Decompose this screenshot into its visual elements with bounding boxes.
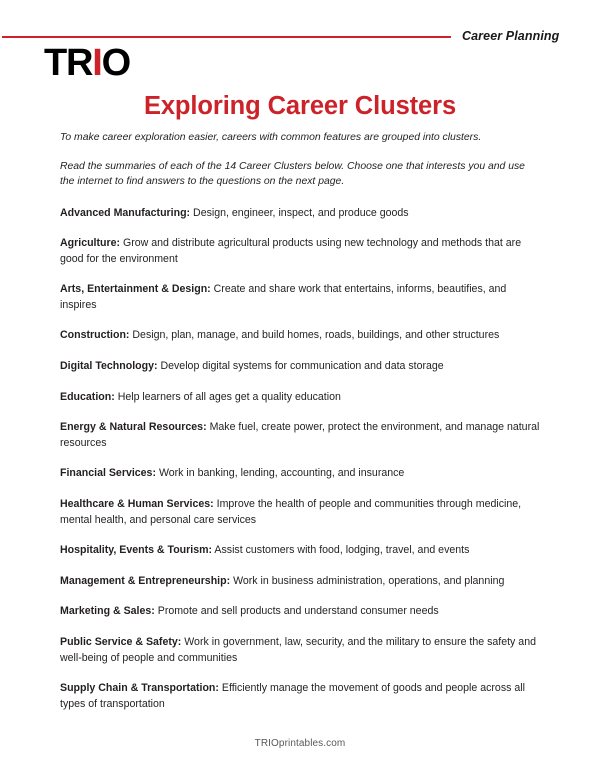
- cluster-name: Energy & Natural Resources:: [60, 421, 207, 434]
- cluster-description: Design, plan, manage, and build homes, roads, buildings, and other structures: [132, 329, 500, 342]
- logo-text-after: O: [101, 42, 130, 84]
- cluster-item: [60, 466, 540, 482]
- cluster-description: Grow and distribute agricultural products using new technology and methods that are good for the environment: [60, 237, 522, 265]
- cluster-name: Agriculture:: [60, 237, 121, 250]
- cluster-item: [60, 390, 540, 406]
- trio-logo: [44, 44, 130, 82]
- cluster-name: Management & Entrepreneurship:: [60, 574, 231, 587]
- cluster-description: Assist customers with food, lodging, travel, and events: [214, 544, 470, 557]
- cluster-name: Supply Chain & Transportation:: [60, 682, 219, 695]
- cluster-description: Promote and sell products and understand consumer needs: [157, 605, 439, 618]
- intro-paragraph-1: To make career exploration easier, careers with common features are grouped into clusters.: [60, 132, 482, 143]
- cluster-item: [60, 328, 540, 344]
- cluster-item: [60, 604, 540, 620]
- cluster-item: [60, 206, 540, 222]
- logo-text-before: TR: [44, 42, 93, 84]
- cluster-name: Advanced Manufacturing:: [60, 206, 191, 219]
- worksheet-body: [60, 130, 540, 712]
- cluster-name: Hospitality, Events & Tourism:: [60, 544, 213, 557]
- cluster-name: Construction:: [60, 329, 130, 342]
- logo-accent-letter: I: [92, 42, 102, 84]
- cluster-description: Help learners of all ages get a quality education: [117, 390, 341, 403]
- cluster-item: [60, 282, 540, 313]
- section-label: Career Planning: [462, 29, 560, 43]
- career-cluster-list: [60, 206, 540, 713]
- cluster-name: Healthcare & Human Services:: [60, 498, 214, 511]
- cluster-description: Design, engineer, inspect, and produce goods: [193, 206, 409, 219]
- cluster-description: Work in business administration, operations, and planning: [233, 574, 505, 587]
- cluster-name: Digital Technology:: [60, 360, 158, 373]
- cluster-description: Efficiently manage the movement of goods and people across all types of transportation: [60, 682, 525, 710]
- cluster-description: Create and share work that entertains, informs, beautifies, and inspires: [60, 283, 507, 311]
- cluster-description: Improve the health of people and communities through medicine, mental health, and personal care services: [60, 498, 522, 526]
- page-title: Exploring Career Clusters: [143, 92, 457, 120]
- cluster-item: [60, 359, 540, 375]
- cluster-item: [60, 574, 540, 590]
- cluster-item: [60, 420, 540, 451]
- cluster-name: Education:: [60, 390, 115, 403]
- cluster-item: [60, 497, 540, 528]
- cluster-item: [60, 681, 540, 712]
- cluster-item: [60, 236, 540, 267]
- cluster-item: [60, 543, 540, 559]
- cluster-description: Work in banking, lending, accounting, and insurance: [158, 467, 405, 480]
- cluster-item: [60, 635, 540, 666]
- cluster-description: Work in government, law, security, and the military to ensure the safety and well-being of people and communities: [60, 636, 536, 664]
- cluster-name: Financial Services:: [60, 467, 156, 480]
- header-accent-rule: [2, 36, 451, 38]
- intro-paragraph-2: Read the summaries of each of the 14 Career Clusters below. Choose one that interests you and use the internet to find answers to the questions on the next page.: [60, 160, 525, 187]
- cluster-name: Marketing & Sales:: [60, 605, 155, 618]
- cluster-name: Arts, Entertainment & Design:: [60, 283, 211, 296]
- cluster-description: Develop digital systems for communication and data storage: [160, 360, 444, 373]
- footer-site-label: TRIOprintables.com: [254, 738, 346, 749]
- cluster-name: Public Service & Safety:: [60, 636, 182, 648]
- cluster-description: Make fuel, create power, protect the environment, and manage natural resources: [60, 421, 540, 449]
